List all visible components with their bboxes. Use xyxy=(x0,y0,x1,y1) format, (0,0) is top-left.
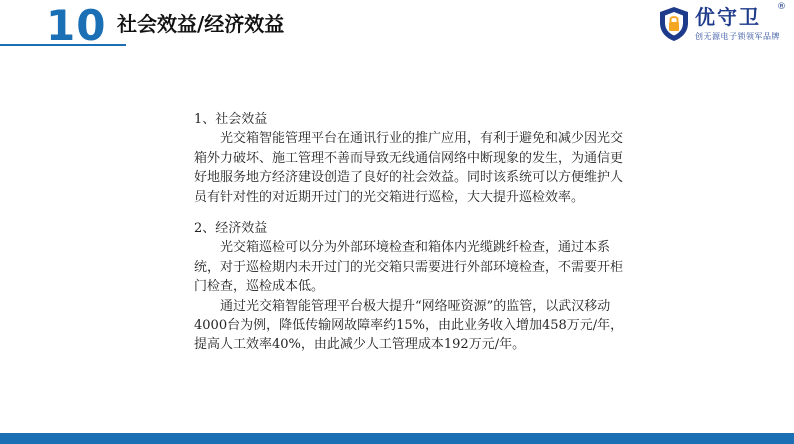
registered-mark: ® xyxy=(777,2,786,12)
slide-title: 社会效益/经济效益 xyxy=(117,12,285,36)
economic-benefit-heading: 2、经济效益 xyxy=(194,221,268,237)
social-benefit-heading: 1、社会效益 xyxy=(194,112,268,127)
social-benefit-paragraph: 光交箱智能管理平台在通讯行业的推广应用，有利于避免和减少因光交箱外力破坏、施工管理不善而导致无线通信网络中断现象的发生，为通信更好地服务地方经济建设创造了良好的社会效益。同时该系统可以方便维护人员有针对性的对近期开过门的光交箱进行巡检，大大提升巡检效率。 xyxy=(194,131,624,205)
section-spacer xyxy=(194,207,634,219)
brand-name: 优守卫 xyxy=(695,5,761,29)
footer-bar xyxy=(0,433,794,444)
slide-number: 10 xyxy=(46,1,107,50)
brand-tagline: 创无源电子锁领军品牌 xyxy=(695,32,780,41)
brand-logo xyxy=(657,4,791,46)
economic-benefit-paragraph-2: 通过光交箱智能管理平台极大提升“网络哑资源”的监管，以武汉移动4000台为例，降低传输网故障率约15%，由此业务收入增加458万元/年，提高人工效率40%，由此减少人工管理成本192万元/年。 xyxy=(194,298,624,353)
shield-logo-icon xyxy=(657,6,691,42)
economic-benefit-paragraph-1: 光交箱巡检可以分为外部环境检查和箱体内光缆跳纤检查，通过本系统，对于巡检期内未开过门的光交箱只需要进行外部环境检查，不需要开柜门检查，巡检成本低。 xyxy=(194,240,624,295)
slide-body xyxy=(194,110,634,355)
